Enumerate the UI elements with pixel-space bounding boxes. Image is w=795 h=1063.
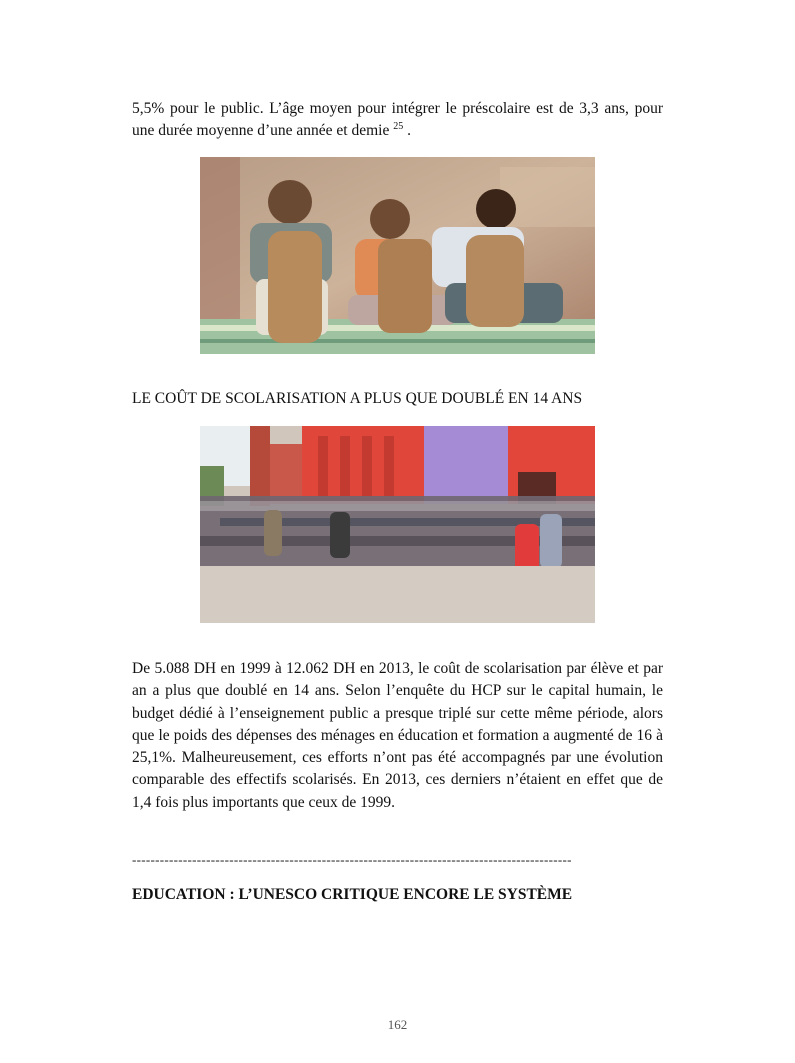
intro-text: 5,5% pour le public. L’âge moyen pour intégrer le préscolaire est de 3,3 ans, pour une durée moyenne d’une année et demie: [132, 100, 663, 140]
page-number: 162: [387, 1017, 408, 1032]
photo-school-courtyard: [200, 426, 595, 623]
intro-paragraph: [132, 98, 663, 143]
intro-end: .: [407, 122, 411, 140]
separator-line: -----------------------------------------------------------------------------------------------: [132, 852, 572, 867]
photo-children-with-wooden-tablets: [200, 157, 595, 354]
footnote-marker: 25: [393, 121, 404, 133]
section-heading-unesco: EDUCATION : L’UNESCO CRITIQUE ENCORE LE SYSTÈME: [132, 886, 573, 903]
body-paragraph: De 5.088 DH en 1999 à 12.062 DH en 2013, le coût de scolarisation par élève et par an a plus que doublé en 14 ans. Selon l’enquête du HCP sur le capital humain, le budget dédié à l’enseignement public a presque triplé sur cette même période, alors que le poids des dépenses des ménages en éducation et formation a augmenté de 16 à 25,1%. Malheureusement, ces efforts n’ont pas été accompagnés par une évolution comparable des effectifs scolarisés. En 2013, ces derniers n’étaient en effet que de 1,4 fois plus importants que ceux de 1999.: [132, 660, 663, 811]
section-heading-cost: LE COÛT DE SCOLARISATION A PLUS QUE DOUBLÉ EN 14 ANS: [132, 390, 583, 407]
